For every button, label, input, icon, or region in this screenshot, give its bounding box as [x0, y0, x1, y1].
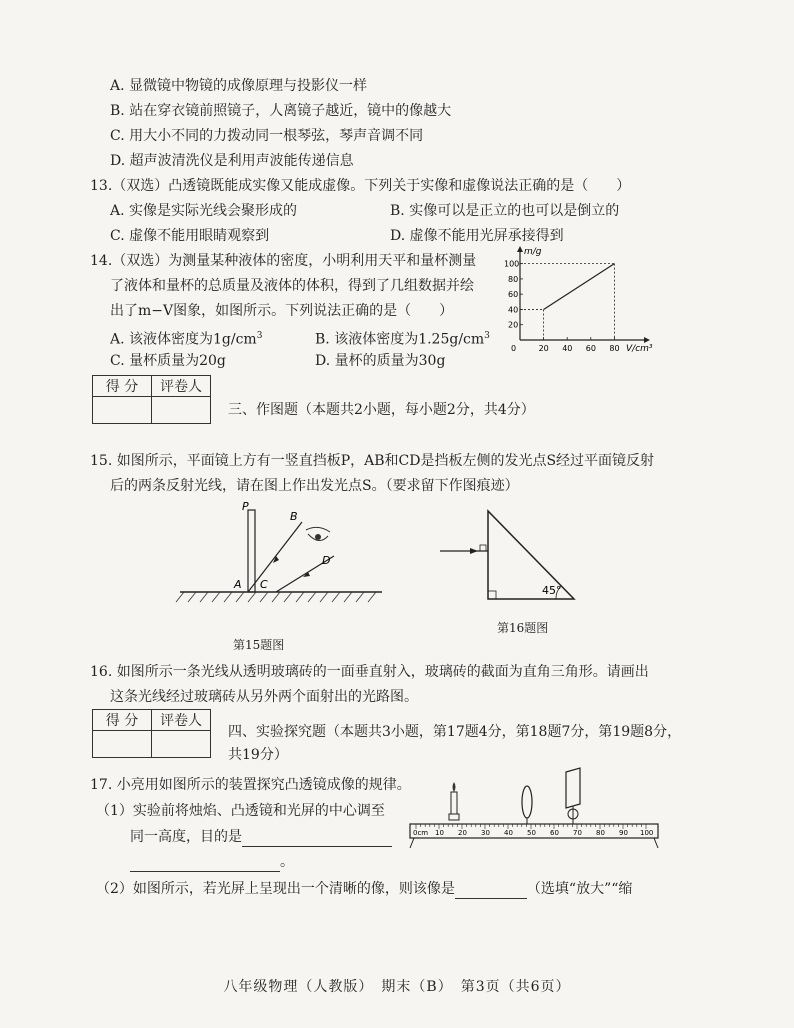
- x-tick-label: 0: [511, 344, 517, 353]
- option-d: D. 超声波清洗仪是利用声波能传递信息: [110, 153, 354, 169]
- reviewer-label: 评卷人: [152, 376, 211, 397]
- x-axis-label: V/cm³: [626, 344, 653, 354]
- q13-option-d: D. 虚像不能用光屏承接得到: [390, 228, 564, 244]
- page-footer: 八年级物理（人教版） 期末（B） 第3页（共6页）: [223, 979, 571, 995]
- q16-line2: 这条光线经过玻璃砖从另外两个面射出的光路图。: [110, 689, 418, 705]
- q14-line2: 了液体和量杯的总质量及液体的体积，得到了几组数据并绘: [110, 278, 474, 294]
- reviewer-label: 评卷人: [152, 710, 211, 731]
- q17-part1-line2: 同一高度，目的是: [130, 826, 392, 847]
- x-tick-label: 20: [538, 344, 549, 353]
- label-p: P: [242, 500, 249, 513]
- q13-option-c: C. 虚像不能用眼睛观察到: [110, 228, 270, 244]
- y-tick-label: 80: [508, 274, 519, 284]
- option-a: A. 显微镜中物镜的成像原理与投影仪一样: [110, 78, 368, 94]
- score-cell[interactable]: [93, 731, 152, 758]
- x-tick-label: 40: [562, 344, 573, 353]
- q15-figure: [172, 500, 387, 610]
- score-label: 得 分: [93, 710, 152, 731]
- q17-blank-1a[interactable]: [242, 826, 392, 847]
- candle: [449, 782, 459, 820]
- q14-option-d: D. 量杯的质量为30g: [315, 353, 446, 369]
- y-axis-label: m/g: [524, 247, 542, 257]
- q17-part1-line3: 。: [130, 851, 294, 872]
- angle-label: 45°: [542, 584, 562, 597]
- reviewer-cell[interactable]: [152, 397, 211, 424]
- reviewer-cell[interactable]: [152, 731, 211, 758]
- q14-option-c: C. 量杯质量为20g: [110, 353, 226, 369]
- q13-option-a: A. 实像是实际光线会聚形成的: [110, 203, 298, 219]
- ruler-label: 40: [504, 829, 513, 837]
- q17-blank-1b[interactable]: [130, 851, 280, 872]
- x-tick-label: 80: [609, 344, 620, 353]
- q15-caption: 第15题图: [233, 638, 285, 652]
- label-b: B: [290, 510, 298, 523]
- y-tick-label: 40: [508, 305, 519, 315]
- x-tick-label: 60: [585, 344, 596, 353]
- q14-option-a: A. 该液体密度为$1g/cm^3$: [110, 331, 263, 348]
- y-tick-label: 20: [508, 320, 519, 330]
- score-cell[interactable]: [93, 397, 152, 424]
- section-3-heading: 三、作图题（本题共2小题，每小题2分，共4分）: [228, 402, 535, 418]
- data-line: [544, 264, 615, 310]
- q13-stem: 13.（双选）凸透镜既能成实像又能成虚像。下列关于实像和虚像说法正确的是（ ）: [90, 178, 631, 194]
- eye-icon: [306, 527, 330, 540]
- ruler-label: 90: [619, 829, 628, 837]
- ruler-label: 50: [527, 829, 536, 837]
- ruler-label: 10: [435, 829, 444, 837]
- x-axis-arrow: [644, 337, 650, 343]
- q15-line2: 后的两条反射光线，请在图上作出发光点S。（要求留下作图痕迹）: [110, 478, 519, 494]
- label-c: C: [260, 578, 268, 591]
- option-c: C. 用大小不同的力拨动同一根琴弦，琴声音调不同: [110, 128, 424, 144]
- ruler-label: 30: [481, 829, 490, 837]
- label-d: D: [322, 554, 331, 567]
- q14-option-b: B. 该液体密度为$1.25g/cm^3$: [315, 331, 490, 348]
- y-axis-arrow: [517, 246, 523, 252]
- q17-part1-line1: （1）实验前将烛焰、凸透镜和光屏的中心调至: [96, 803, 385, 819]
- label-a: A: [234, 578, 242, 591]
- ruler-label: 60: [550, 829, 559, 837]
- q17-stem: 17. 小亮用如图所示的装置探究凸透镜成像的规律。: [90, 777, 411, 793]
- barrier-p: [248, 510, 255, 592]
- q14-line1: 14.（双选）为测量某种液体的密度，小明利用天平和量杯测量: [90, 253, 477, 269]
- ruler-label: 0cm: [413, 829, 429, 837]
- score-label: 得 分: [93, 376, 152, 397]
- ruler-label: 80: [596, 829, 605, 837]
- convex-lens: [522, 786, 532, 824]
- light-screen: [566, 768, 580, 824]
- optical-bench: [404, 768, 664, 850]
- ruler-label: 70: [573, 829, 582, 837]
- q13-option-b: B. 实像可以是正立的也可以是倒立的: [390, 203, 620, 219]
- q14-line3: 出了m−V图象，如图所示。下列说法正确的是（ ）: [110, 303, 454, 319]
- q16-caption: 第16题图: [497, 621, 549, 635]
- mv-chart: [498, 247, 653, 354]
- option-b: B. 站在穿衣镜前照镜子，人离镜子越近，镜中的像越大: [110, 103, 452, 119]
- q17-part2: （2）如图所示，若光屏上呈现出一个清晰的像，则该像是 （选填“放大”“缩: [96, 878, 632, 899]
- score-box-1: [92, 375, 211, 424]
- ruler-label: 100: [640, 829, 654, 837]
- section-4-heading-line2: 共19分）: [228, 747, 288, 763]
- q16-line1: 16. 如图所示一条光线从透明玻璃砖的一面垂直射入，玻璃砖的截面为直角三角形。请画出: [90, 664, 649, 680]
- score-box-2: [92, 709, 211, 758]
- q17-blank-2[interactable]: [455, 878, 527, 899]
- q15-line1: 15. 如图所示，平面镜上方有一竖直挡板P，AB和CD是挡板左侧的发光点S经过平面镜反射: [90, 453, 655, 469]
- ruler-label: 20: [458, 829, 467, 837]
- section-4-heading-line1: 四、实验探究题（本题共3小题，第17题4分，第18题7分，第19题8分，: [228, 724, 682, 740]
- y-tick-label: 60: [508, 290, 519, 300]
- q16-figure: [432, 505, 582, 605]
- y-tick-label: 100: [504, 259, 520, 269]
